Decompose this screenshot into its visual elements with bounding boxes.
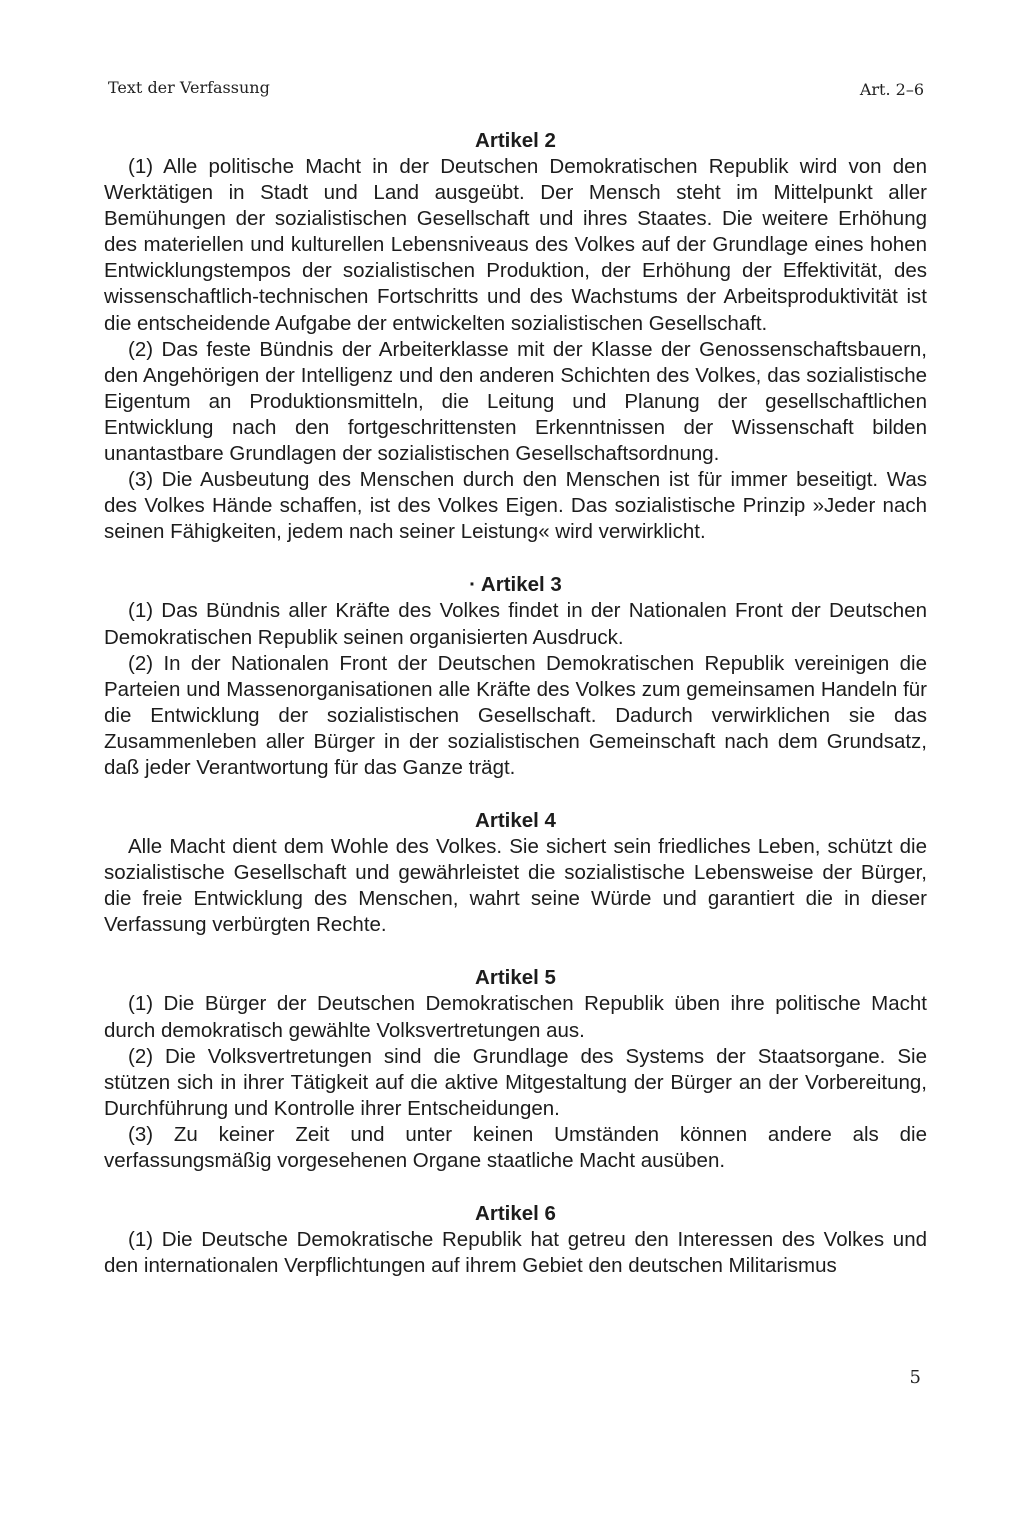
article-paragraph: (2) Das feste Bündnis der Arbeiterklasse mit der Klasse der Genossenschaftsbauern, den Angehörigen der Intelligenz und den anderen Schichten des Volkes, das sozialistische Eigentum an Produktionsmitteln, die Leitung und Planung der gesellschaftlichen Entwicklung nach den fortgeschrittensten Erkenntnissen der Wissenschaft bilden unantastbare Grundlagen der sozialistischen Gesellschaftsordnung. bbox=[104, 337, 927, 466]
article-2 bbox=[104, 128, 927, 545]
article-paragraph: (3) Die Ausbeutung des Menschen durch den Menschen ist für immer beseitigt. Was des Volkes Hände schaffen, ist des Volkes Eigen. Das sozialistische Prinzip »Jeder nach seinen Fähigkeiten, jedem nach seiner Leistung« wird verwirklicht. bbox=[104, 468, 927, 544]
article-title: · Artikel 3 bbox=[469, 573, 562, 597]
article-5 bbox=[104, 965, 927, 1174]
article-paragraph: (3) Zu keiner Zeit und unter keinen Umständen können andere als die verfassungsmäßig vorgesehenen Organe staatliche Macht ausüben. bbox=[104, 1122, 927, 1172]
article-4 bbox=[104, 808, 927, 938]
header-section-title: Text der Verfassung bbox=[108, 78, 270, 97]
body-text bbox=[104, 128, 927, 1279]
article-paragraph: (1) Die Deutsche Demokratische Republik hat getreu den Interessen des Volkes und den internationalen Verpflichtungen auf ihrem Gebiet den deutschen Militarismus bbox=[104, 1228, 927, 1278]
article-title: Artikel 2 bbox=[475, 129, 556, 152]
page-number: 5 bbox=[909, 1367, 921, 1388]
article-6 bbox=[104, 1201, 927, 1279]
article-3 bbox=[104, 572, 927, 781]
article-paragraph: Alle Macht dient dem Wohle des Volkes. Sie sichert sein friedliches Leben, schützt die sozialistische Gesellschaft und gewährleistet die sozialistische Lebensweise der Bürger, die freie Entwicklung des Menschen, wahrt seine Würde und garantiert die in dieser Verfassung verbürgten Rechte. bbox=[104, 835, 927, 937]
article-title: Artikel 4 bbox=[475, 809, 556, 833]
article-paragraph: (2) In der Nationalen Front der Deutschen Demokratischen Republik vereinigen die Parteien und Massenorganisationen alle Kräfte des Volkes zum gemeinsamen Handeln für die Entwicklung der sozialistischen Gesellschaft. Dadurch verwirklichen sie das Zusammenleben aller Bürger in der sozialistischen Gemeinschaft nach dem Grundsatz, daß jeder Verantwortung für das Ganze trägt. bbox=[104, 651, 927, 779]
article-paragraph: (1) Die Bürger der Deutschen Demokratischen Republik üben ihre politische Macht durch demokratisch gewählte Volksvertretungen aus. bbox=[104, 992, 927, 1042]
article-paragraph: (2) Die Volksvertretungen sind die Grundlage des Systems der Staatsorgane. Sie stützen sich in ihrer Tätigkeit auf die aktive Mitgestaltung der Bürger an der Vorbereitung, Durchführung und Kontrolle ihrer Entscheidungen. bbox=[104, 1044, 927, 1120]
running-header bbox=[108, 78, 924, 102]
article-paragraph: (1) Das Bündnis aller Kräfte des Volkes findet in der Nationalen Front der Deutschen Demokratischen Republik seinen organisierten Ausdruck. bbox=[104, 599, 927, 649]
header-article-range: Art. 2–6 bbox=[859, 80, 924, 99]
article-title: Artikel 6 bbox=[475, 1202, 556, 1226]
article-title: Artikel 5 bbox=[475, 966, 556, 990]
article-paragraph: (1) Alle politische Macht in der Deutschen Demokratischen Republik wird von den Werktätigen in Stadt und Land ausgeübt. Der Mensch steht im Mittelpunkt aller Bemühungen der sozialistischen Gesellschaft und ihres Staates. Die weitere Erhöhung des materiellen und kulturellen Lebensniveaus des Volkes auf der Grundlage eines hohen Entwicklungstempos der sozialistischen Produktion, der Erhöhung der Effektivität, des wissenschaftlich-technischen Fortschritts und des Wachstums der Arbeitsproduktivität ist die entscheidende Aufgabe der entwickelten sozialistischen Gesellschaft. bbox=[104, 155, 927, 335]
